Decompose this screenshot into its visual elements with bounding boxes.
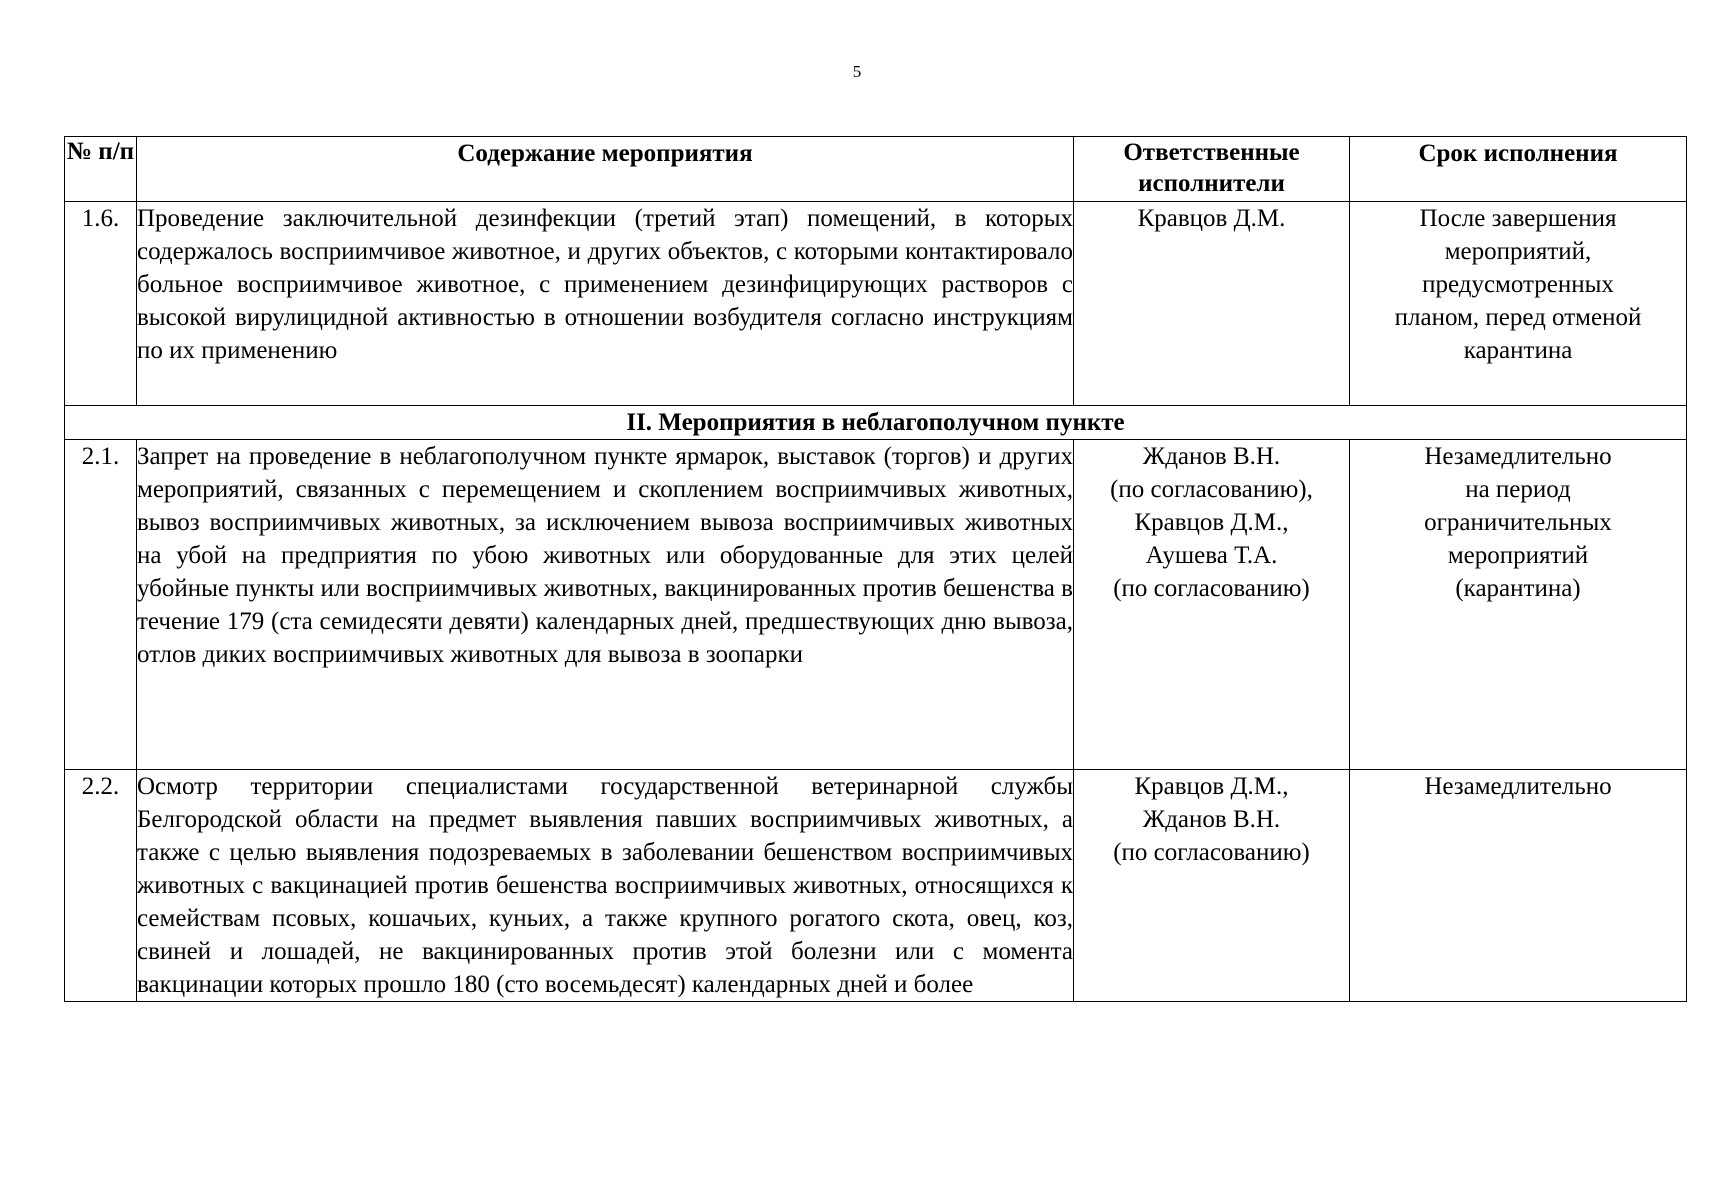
responsible-line: Кравцов Д.М.,	[1134, 773, 1289, 800]
deadline-line: мероприятий	[1447, 542, 1589, 569]
header-content: Содержание мероприятия	[137, 137, 1074, 202]
responsible-line: Кравцов Д.М.	[1137, 205, 1286, 232]
deadline-line: ограничительных	[1424, 509, 1612, 536]
row-responsible	[1074, 440, 1350, 770]
row-deadline	[1350, 770, 1687, 1002]
table-row	[65, 770, 1687, 1002]
row-deadline	[1350, 440, 1687, 770]
responsible-line: (по согласованию),	[1110, 476, 1313, 503]
header-responsible: Ответственные исполнители	[1074, 137, 1350, 202]
deadline-line: карантина	[1463, 337, 1573, 364]
row-number: 2.1.	[65, 440, 137, 770]
responsible-line: Жданов В.Н.	[1142, 443, 1281, 470]
header-num: № п/п	[65, 137, 137, 202]
row-number: 1.6.	[65, 202, 137, 406]
responsible-line: (по согласованию)	[1113, 575, 1310, 602]
section-row	[65, 406, 1687, 440]
row-responsible	[1074, 770, 1350, 1002]
table-header-row	[65, 137, 1687, 202]
deadline-line: на период	[1465, 476, 1571, 503]
responsible-line: Аушева Т.А.	[1145, 542, 1278, 569]
page-number: 5	[852, 62, 862, 81]
row-deadline	[1350, 202, 1687, 406]
table-row	[65, 440, 1687, 770]
header-deadline: Срок исполнения	[1350, 137, 1687, 202]
deadline-line: Незамедлительно	[1424, 443, 1612, 470]
deadline-line: Незамедлительно	[1424, 773, 1612, 800]
deadline-line: мероприятий,	[1444, 238, 1592, 265]
deadline-line: (карантина)	[1455, 575, 1581, 602]
deadline-line: предусмотренных	[1422, 271, 1614, 298]
row-content: Осмотр территории специалистами государственной ветеринарной службы Белгородской области на предмет выявления павших восприимчивых животных, а также с целью выявления подозреваемых в заболевании бешенством восприимчивых животных с вакцинацией против бешенства восприимчивых животных, относящихся к семействам псовых, кошачьих, куньих, а также крупного рогатого скота, овец, коз, свиней и лошадей, не вакцинированных против этой болезни или с момента вакцинации которых прошло 180 (сто восемьдесят) календарных дней и более	[137, 770, 1074, 1002]
responsible-line: (по согласованию)	[1113, 839, 1310, 866]
row-number: 2.2.	[65, 770, 137, 1002]
table-row	[65, 202, 1687, 406]
section-title: II. Мероприятия в неблагополучном пункте	[65, 406, 1687, 440]
responsible-line: Жданов В.Н.	[1142, 806, 1281, 833]
deadline-line: планом, перед отменой	[1394, 304, 1642, 331]
deadline-line: После завершения	[1419, 205, 1617, 232]
row-responsible	[1074, 202, 1350, 406]
responsible-line: Кравцов Д.М.,	[1134, 509, 1289, 536]
measures-table	[64, 136, 1687, 1002]
row-content: Запрет на проведение в неблагополучном пункте ярмарок, выставок (торгов) и других мероприятий, связанных с перемещением и скоплением восприимчивых животных, вывоз восприимчивых животных, за исключением вывоза восприимчивых животных на убой на предприятия по убою животных или оборудованные для этих целей убойные пункты или восприимчивых животных, вакцинированных против бешенства в течение 179 (ста семидесяти девяти) календарных дней, предшествующих дню вывоза, отлов диких восприимчивых животных для вывоза в зоопарки	[137, 440, 1074, 770]
row-content: Проведение заключительной дезинфекции (третий этап) помещений, в которых содержалось восприимчивое животное, и других объектов, с которыми контактировало больное восприимчивое животное, с применением дезинфицирующих растворов с высокой вирулицидной активностью в отношении возбудителя согласно инструкциям по их применению	[137, 202, 1074, 406]
